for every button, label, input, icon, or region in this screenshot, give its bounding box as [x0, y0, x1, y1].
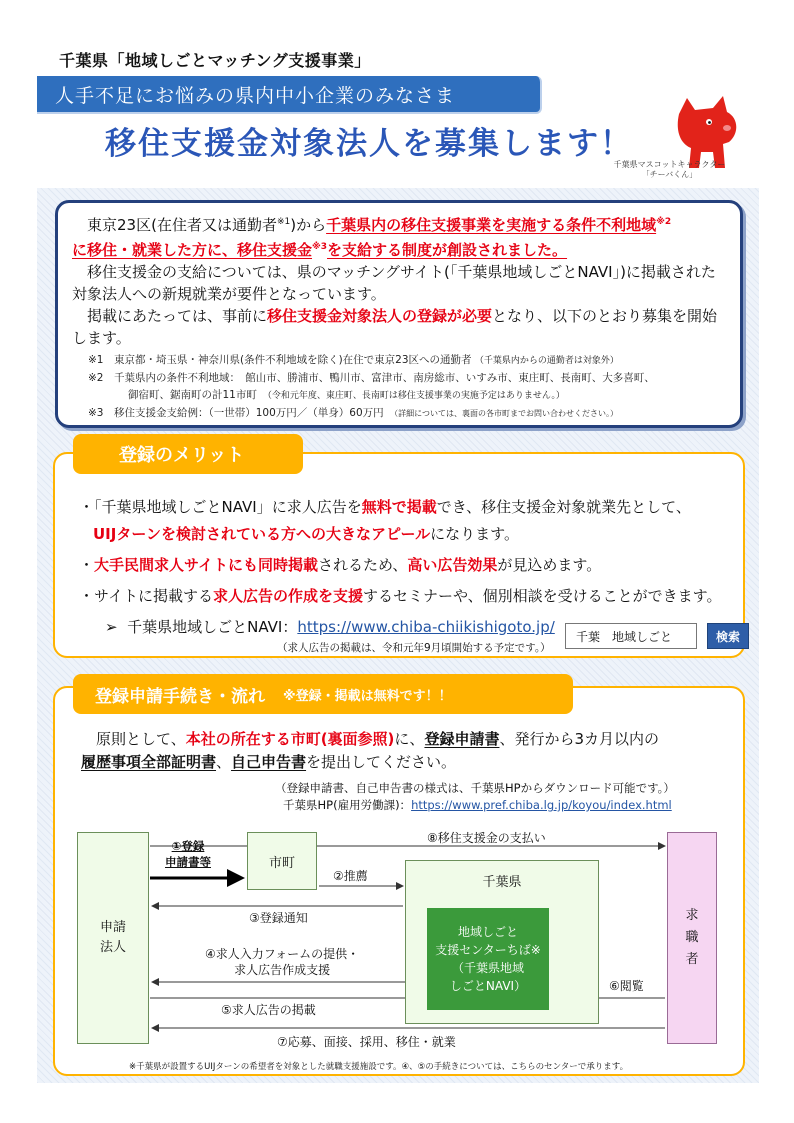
- intro-paragraph-1: 東京23区(在住者又は通勤者$^{※1}$)から千葉県内の移住支援事業を実施する条件不利地域$^{※2}$ に移住・就業した方に、移住支援金$^{※3}$を支給する制度が創設されました。: [72, 216, 672, 259]
- note-2b: 御宿町、鋸南町の計11市町 （令和元年度、東庄町、長南町は移住支援事業の実施予定はありません。）: [128, 389, 565, 401]
- step-2-label: ②推薦: [333, 869, 368, 883]
- merit-item-cont: UIJターンを検討されている方への大きなアピールになります。: [93, 525, 519, 543]
- merit-item: ・大手民間求人サイトにも同時掲載されるため、高い広告効果が見込めます。: [79, 556, 602, 574]
- step-8-label: ⑧移住支援金の支払い: [427, 831, 546, 845]
- note-1: ※1 東京都・埼玉県・神奈川県(条件不利地域を除く)在住で東京23区への通勤者 （千葉県内からの通勤者は対象外）: [88, 354, 619, 366]
- merit-item: ・サイトに掲載する求人広告の作成を支援するセミナーや、個別相談を受けることができます。: [79, 587, 722, 605]
- procedure-text: 原則として、本社の所在する市町(裏面参照)に、登録申請書、発行から3カ月以内の 履歴事項全部証明書、自己申告書を提出してください。: [81, 730, 659, 771]
- merit-item: ・「千葉県地域しごとNAVI」に求人広告を無料で掲載でき、移住支援金対象就業先として、: [79, 498, 691, 516]
- intro-paragraph-3: 掲載にあたっては、事前に移住支援金対象法人の登録が必要となり、以下のとおり募集を開始します。: [72, 307, 718, 347]
- page-title: 移住支援金対象法人を募集します！: [105, 126, 633, 162]
- prefecture-node: 千葉県: [405, 860, 599, 1024]
- arrow-icon: ➢: [105, 618, 118, 636]
- center-node: 地域しごと 支援センターちば※ （千葉県地域 しごとNAVI）: [427, 908, 549, 1010]
- step-4-label: ④求人入力フォームの提供・ 求人広告作成支援: [205, 947, 360, 977]
- navi-note: （求人広告の掲載は、令和元年9月頃開始する予定です。）: [277, 642, 551, 654]
- step-6-label: ⑥閲覧: [609, 979, 644, 993]
- navi-line: ➢ 千葉県地域しごとNAVI：https://www.chiba-chiikishigoto.jp/: [105, 618, 555, 636]
- intro-paragraph-2: 移住支援金の支給については、県のマッチングサイト(「千葉県地域しごとNAVI」)に掲載された対象法人への新規就業が要件となっています。: [72, 263, 716, 303]
- seeker-node: 求 職 者: [667, 832, 717, 1044]
- step-3-label: ③登録通知: [249, 911, 308, 925]
- mascot-caption: 千葉県マスコットキャラクター 「チーバくん」: [613, 160, 726, 179]
- flow-footnote: ※千葉県が設置するUIJターンの希望者を対象とした就職支援施設です。④、⑤の手続きについては、こちらのセンターで承ります。: [129, 1062, 629, 1072]
- flyer-page: [37, 40, 759, 1083]
- town-node: 市町: [247, 832, 317, 890]
- step-7-label: ⑦応募、面接、採用、移住・就業: [277, 1035, 456, 1049]
- audience-banner: 人手不足にお悩みの県内中小企業のみなさま: [37, 76, 542, 114]
- navi-link[interactable]: https://www.chiba-chiikishigoto.jp/: [297, 618, 555, 636]
- merit-heading-tab: 登録のメリット: [73, 434, 303, 474]
- step-1-label: ①登録 申請書等: [165, 839, 211, 869]
- note-2: ※2 千葉県内の条件不利地域： 館山市、勝浦市、鴨川市、富津市、南房総市、いすみ市、東庄町、長南町、大多喜町、: [88, 372, 655, 384]
- step-5-label: ⑤求人広告の掲載: [221, 1003, 316, 1017]
- search-input[interactable]: 千葉 地域しごと: [565, 623, 697, 649]
- note-3: ※3 移住支援金支給例：（一世帯）100万円／（単身）60万円 （詳細については、裏面の各市町までお問い合わせください。）: [88, 407, 618, 419]
- search-button[interactable]: 検索: [707, 623, 749, 649]
- program-title: 千葉県「地域しごとマッチング支援事業」: [59, 51, 371, 70]
- applicant-node: 申請 法人: [77, 832, 149, 1044]
- procedure-subtext: （登録申請書、自己申告書の様式は、千葉県HPからダウンロード可能です。） 千葉県HP(雇用労働課)：https://www.pref.chiba.lg.jp/koyou/index.html: [275, 781, 675, 812]
- procedure-heading-tab: 登録申請手続き・流れ ※登録・掲載は無料です！！: [73, 674, 573, 714]
- pref-hp-link[interactable]: https://www.pref.chiba.lg.jp/koyou/index.html: [411, 798, 672, 812]
